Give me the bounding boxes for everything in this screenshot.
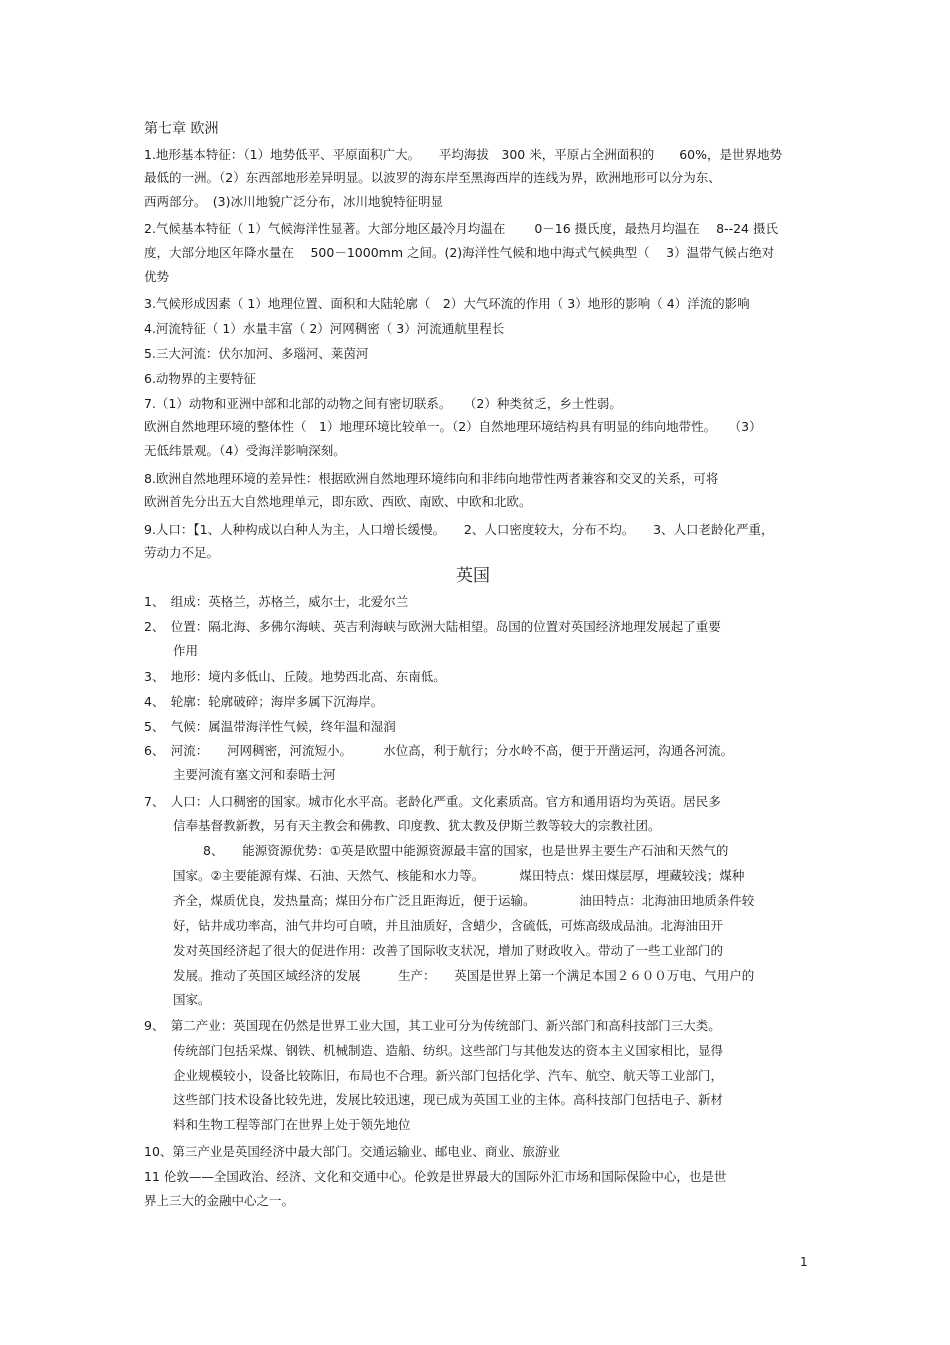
page-number: 1 xyxy=(800,1255,808,1269)
list-item: 3、 地形：境内多低山、丘陵。地势西北高、东南低。 xyxy=(144,669,446,684)
list-item-continuation: 齐全，煤质优良，发热量高；煤田分布广泛且距海近，便于运输。 油田特点：北海油田地质条件较 xyxy=(173,893,755,908)
list-item-continuation: 国家。②主要能源有煤、石油、天然气、核能和水力等。 煤田特点：煤田煤层厚，埋藏较浅；煤种 xyxy=(173,868,745,883)
list-item-continuation: 好，钻井成功率高，油气井均可自喷，并且油质好，含蜡少，含硫低，可炼高级成品油。北海油田开 xyxy=(173,918,724,933)
list-item: 11 伦敦——全国政治、经济、文化和交通中心。伦敦是世界最大的国际外汇市场和国际保险中心，也是世 xyxy=(144,1169,727,1184)
text-line: 1.地形基本特征：（1）地势低平、平原面积广大。 平均海拔 300 米，平原占全洲面积的 60%，是世界地势 xyxy=(144,147,782,162)
list-item: 10、第三产业是英国经济中最大部门。交通运输业、邮电业、商业、旅游业 xyxy=(144,1144,560,1159)
text-line: 欧洲自然地理环境的整体性（ 1）地理环境比较单一。（2）自然地理环境结构具有明显的纬向地带性。 （3） xyxy=(144,419,762,434)
text-line: 西两部分。 (3)冰川地貌广泛分布，冰川地貌特征明显 xyxy=(144,194,443,209)
text-line: 5.三大河流：伏尔加河、多瑙河、莱茵河 xyxy=(144,346,369,361)
section-title: 英国 xyxy=(456,566,490,586)
text-line: 2.气候基本特征（ 1）气候海洋性显著。大部分地区最冷月均温在 0－16 摄氏度，最热月均温在 8--24 摄氏 xyxy=(144,221,778,236)
text-line: 6.动物界的主要特征 xyxy=(144,371,256,386)
list-item-continuation: 主要河流有塞文河和泰晤士河 xyxy=(173,767,336,782)
text-line: 9.人口：【1、人种构成以白种人为主，人口增长缓慢。 2、人口密度较大，分布不均。 3、人口老龄化严重， xyxy=(144,522,774,537)
list-item-continuation: 信奉基督教新教，另有天主教会和佛教、印度教、犹太教及伊斯兰教等较大的宗教社团。 xyxy=(173,818,661,833)
list-item: 1、 组成：英格兰，苏格兰，威尔士，北爱尔兰 xyxy=(144,594,409,609)
chapter-title: 第七章 欧洲 xyxy=(144,121,219,137)
text-line: 度，大部分地区年降水量在 500－1000mm 之间。(2)海洋性气候和地中海式气候典型（ 3）温带气候占绝对 xyxy=(144,245,775,260)
list-item-continuation: 发展。推动了英国区域经济的发展 生产： 英国是世界上第一个满足本国２６００万电、气用户的 xyxy=(173,968,755,983)
text-line: 欧洲首先分出五大自然地理单元，即东欧、西欧、南欧、中欧和北欧。 xyxy=(144,494,532,509)
list-item-continuation: 传统部门包括采煤、钢铁、机械制造、造船、纺织。这些部门与其他发达的资本主义国家相比，显得 xyxy=(173,1043,724,1058)
text-line: 劳动力不足。 xyxy=(144,545,220,560)
text-line: 7.（1）动物和亚洲中部和北部的动物之间有密切联系。 （2）种类贫乏，乡土性弱。 xyxy=(144,396,622,411)
list-item: 5、 气候：属温带海洋性气候，终年温和湿润 xyxy=(144,719,396,734)
list-item-continuation: 界上三大的金融中心之一。 xyxy=(144,1193,295,1208)
text-line: 无低纬景观。（4）受海洋影响深刻。 xyxy=(144,443,346,458)
text-line: 最低的一洲。（2）东西部地形差异明显。以波罗的海东岸至黑海西岸的连线为界，欧洲地形可以分为东、 xyxy=(144,170,721,185)
list-item-continuation: 发对英国经济起了很大的促进作用：改善了国际收支状况，增加了财政收入。带动了一些工业部门的 xyxy=(173,943,724,958)
list-item: 9、 第二产业：英国现在仍然是世界工业大国，其工业可分为传统部门、新兴部门和高科技部门三大类。 xyxy=(144,1018,721,1033)
list-item-continuation: 作用 xyxy=(173,643,199,658)
list-item-continuation: 企业规模较小，设备比较陈旧，布局也不合理。新兴部门包括化学、汽车、航空、航天等工业部门， xyxy=(173,1068,724,1083)
list-item: 4、 轮廓：轮廓破碎；海岸多属下沉海岸。 xyxy=(144,694,384,709)
list-item: 6、 河流： 河网稠密，河流短小。 水位高，利于航行；分水岭不高，便于开凿运河，沟通各河流。 xyxy=(144,743,734,758)
list-item-continuation: 国家。 xyxy=(173,992,211,1007)
list-item: 7、 人口：人口稠密的国家。城市化水平高。老龄化严重。文化素质高。官方和通用语均为英语。居民多 xyxy=(144,794,721,809)
list-item: 2、 位置：隔北海、多佛尔海峡、英吉利海峡与欧洲大陆相望。岛国的位置对英国经济地理发展起了重要 xyxy=(144,619,721,634)
text-line: 3.气候形成因素（ 1）地理位置、面积和大陆轮廓（ 2）大气环流的作用（ 3）地形的影响（ 4）洋流的影响 xyxy=(144,296,750,311)
list-item: 8、 能源资源优势：①英是欧盟中能源资源最丰富的国家，也是世界主要生产石油和天然气的 xyxy=(203,843,729,858)
text-line: 8.欧洲自然地理环境的差异性：根据欧洲自然地理环境纬向和非纬向地带性两者兼容和交叉的关系，可将 xyxy=(144,471,719,486)
list-item-continuation: 这些部门技术设备比较先进，发展比较迅速，现已成为英国工业的主体。高科技部门包括电子、新材 xyxy=(173,1092,724,1107)
list-item-continuation: 料和生物工程等部门在世界上处于领先地位 xyxy=(173,1117,411,1132)
text-line: 4.河流特征（ 1）水量丰富（ 2）河网稠密（ 3）河流通航里程长 xyxy=(144,321,505,336)
text-line: 优势 xyxy=(144,269,170,284)
